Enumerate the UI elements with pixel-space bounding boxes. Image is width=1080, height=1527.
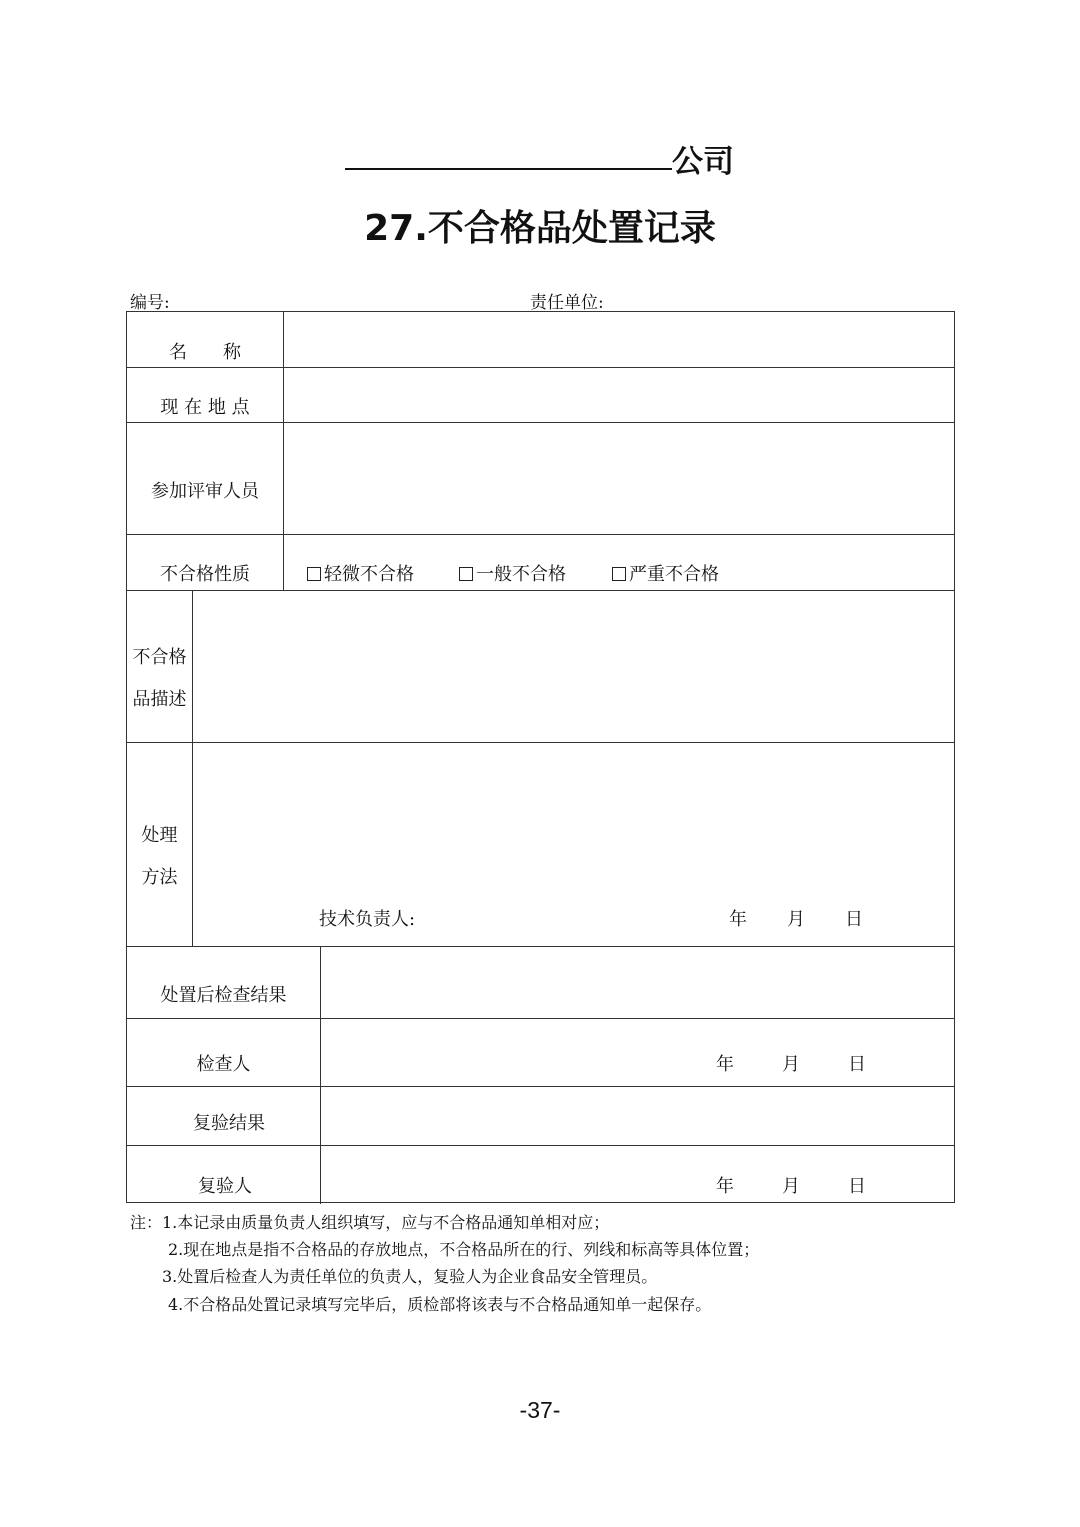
note-item: 3.处置后检查人为责任单位的负责人，复验人为企业食品安全管理员。	[162, 1267, 658, 1286]
month-label: 月	[782, 1054, 800, 1075]
description-label-line2: 品描述	[132, 689, 187, 710]
location-field[interactable]	[284, 368, 954, 421]
method-label-line2: 方法	[141, 867, 178, 888]
inspector-date	[716, 1050, 866, 1076]
year-label: 年	[716, 1054, 734, 1075]
reviewers-field[interactable]	[284, 423, 954, 533]
page-number: -37-	[519, 1397, 561, 1423]
method-label-line1: 处理	[141, 825, 178, 846]
tech-lead-label: 技术负责人:	[319, 909, 416, 930]
name-label: 名 称	[169, 342, 241, 363]
rechecker-field[interactable]	[321, 1146, 701, 1202]
responsible-unit-label: 责任单位:	[530, 293, 604, 313]
year-label: 年	[729, 909, 747, 930]
method-field[interactable]	[193, 743, 954, 893]
recheck-result-label: 复验结果	[193, 1113, 265, 1134]
note-item: 2.现在地点是指不合格品的存放地点，不合格品所在的行、列线和标高等具体位置；	[168, 1240, 760, 1259]
post-check-field[interactable]	[321, 947, 954, 1017]
disposal-record-form	[126, 311, 955, 1203]
rechecker-label: 复验人	[198, 1176, 252, 1197]
year-label: 年	[716, 1176, 734, 1197]
month-label: 月	[787, 909, 805, 930]
location-label: 现 在 地 点	[160, 397, 250, 418]
note-item: 注：1.本记录由质量负责人组织填写，应与不合格品通知单相对应；	[130, 1213, 610, 1232]
general-nonconformity-option[interactable]: 一般不合格	[459, 560, 566, 586]
inspector-label: 检查人	[196, 1054, 251, 1075]
month-label: 月	[782, 1176, 800, 1197]
day-label: 日	[848, 1054, 866, 1075]
minor-nonconformity-option[interactable]: 轻微不合格	[307, 560, 414, 586]
record-number-label: 编号:	[130, 293, 170, 313]
post-check-label: 处置后检查结果	[160, 985, 287, 1006]
day-label: 日	[845, 909, 863, 930]
rechecker-date	[716, 1172, 866, 1198]
page-title: 27.不合格品处置记录	[364, 208, 716, 249]
checkbox-icon[interactable]	[612, 567, 626, 581]
recheck-result-field[interactable]	[321, 1087, 954, 1144]
name-field[interactable]	[284, 313, 954, 366]
method-date	[729, 905, 863, 931]
company-name-blank[interactable]	[345, 168, 672, 170]
checkbox-icon[interactable]	[459, 567, 473, 581]
note-item: 4.不合格品处置记录填写完毕后，质检部将该表与不合格品通知单一起保存。	[168, 1295, 712, 1314]
company-suffix: 公司	[672, 144, 734, 180]
day-label: 日	[848, 1176, 866, 1197]
serious-nonconformity-option[interactable]: 严重不合格	[612, 560, 719, 586]
description-field[interactable]	[193, 591, 954, 741]
checkbox-icon[interactable]	[307, 567, 321, 581]
inspector-field[interactable]	[321, 1019, 701, 1085]
nonconformity-nature-label: 不合格性质	[160, 564, 250, 585]
reviewers-label: 参加评审人员	[151, 481, 259, 502]
description-label-line1: 不合格	[132, 647, 187, 668]
